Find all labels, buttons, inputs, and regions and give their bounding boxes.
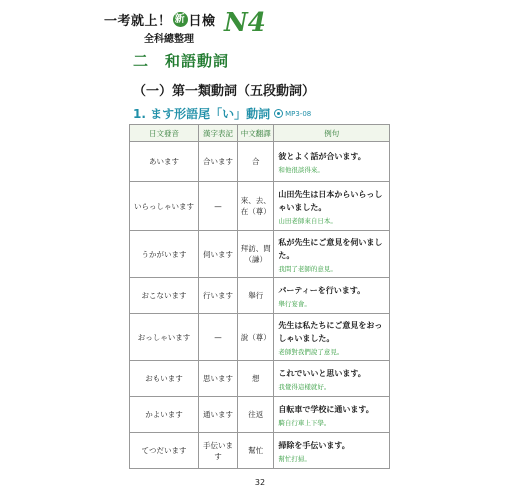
cell-meaning: 往返 — [238, 397, 274, 433]
example-chinese: 山田老師來自日本。 — [278, 216, 337, 225]
example-chinese: 我問了老師的意見。 — [278, 264, 337, 273]
brand-part1: 一考就上！ — [104, 14, 172, 29]
cell-reading: おもいます — [130, 361, 199, 397]
cell-meaning: 幫忙 — [238, 433, 274, 469]
cell-reading: いらっしゃいます — [130, 182, 199, 231]
table-row — [130, 182, 390, 231]
audio-track — [274, 109, 311, 118]
cell-kanji: 手伝います — [198, 433, 237, 469]
table-row — [130, 278, 390, 314]
example-japanese: 私が先生にご意見を伺いました。 — [278, 237, 383, 260]
cell-reading: てつだいます — [130, 433, 199, 469]
cell-meaning: 來、去、在（尊） — [238, 182, 274, 231]
table-row — [130, 433, 390, 469]
cell-meaning: 想 — [238, 361, 274, 397]
cell-example — [274, 231, 390, 278]
page-number: 32 — [254, 478, 266, 487]
cell-kanji: 合います — [198, 142, 237, 182]
example-japanese: 掃除を手伝います。 — [278, 440, 350, 450]
cell-kanji: 思います — [198, 361, 237, 397]
cell-reading: おっしゃいます — [130, 314, 199, 361]
cell-example — [274, 278, 390, 314]
cell-reading: うかがいます — [130, 231, 199, 278]
example-japanese: 彼とよく話が合います。 — [278, 151, 366, 161]
cd-icon — [274, 109, 283, 118]
cell-example — [274, 182, 390, 231]
cell-example — [274, 433, 390, 469]
brand-subtitle: 全科總整理 — [144, 34, 194, 45]
brand-title — [104, 10, 216, 29]
example-chinese: 騎自行車上下學。 — [278, 418, 331, 427]
example-chinese: 老師對我們說了意見。 — [278, 347, 344, 356]
cell-meaning: 合 — [238, 142, 274, 182]
example-chinese: 幫忙打掃。 — [278, 454, 311, 463]
cell-kanji: 伺います — [198, 231, 237, 278]
new-badge: 新 — [173, 12, 188, 27]
cell-kanji: — — [198, 314, 237, 361]
header-example: 例句 — [274, 125, 390, 142]
book-header — [104, 8, 266, 45]
chapter-title: 二 和語動詞 — [133, 52, 230, 70]
table-header-row — [130, 125, 390, 142]
cell-example — [274, 397, 390, 433]
vocab-table — [129, 124, 390, 469]
header-meaning: 中文翻譯 — [238, 125, 274, 142]
brand-level: N4 — [224, 8, 266, 38]
example-chinese: 舉行宴會。 — [278, 299, 311, 308]
section-title: （一）第一類動詞（五段動詞） — [133, 84, 316, 99]
sub-title-text: 1. ます形語尾「い」動詞 — [133, 107, 271, 121]
cell-kanji: 通います — [198, 397, 237, 433]
example-chinese: 和他很談得來。 — [278, 165, 324, 174]
cell-meaning: 拜訪、問（謙） — [238, 231, 274, 278]
cell-reading: あいます — [130, 142, 199, 182]
table-row — [130, 314, 390, 361]
audio-track-label: MP3-08 — [285, 109, 312, 118]
example-japanese: これでいいと思います。 — [278, 368, 366, 378]
cell-meaning: 舉行 — [238, 278, 274, 314]
example-japanese: 自転車で学校に通います。 — [278, 404, 374, 414]
example-chinese: 我覺得這樣就好。 — [278, 382, 331, 391]
table-row — [130, 142, 390, 182]
cell-meaning: 說（尊） — [238, 314, 274, 361]
table-row — [130, 361, 390, 397]
brand-part2: 日檢 — [188, 14, 216, 29]
table-row — [130, 397, 390, 433]
cell-example — [274, 142, 390, 182]
example-japanese: パーティーを行います。 — [278, 285, 366, 295]
table-row — [130, 231, 390, 278]
header-reading: 日文發音 — [130, 125, 199, 142]
sub-title — [133, 105, 311, 122]
cell-reading: おこないます — [130, 278, 199, 314]
example-japanese: 先生は私たちにご意見をおっしゃいました。 — [278, 320, 383, 343]
example-japanese: 山田先生は日本からいらっしゃいました。 — [278, 189, 383, 212]
cell-reading: かよいます — [130, 397, 199, 433]
cell-example — [274, 361, 390, 397]
cell-kanji: 行います — [198, 278, 237, 314]
cell-kanji: — — [198, 182, 237, 231]
header-kanji: 漢字表記 — [198, 125, 237, 142]
cell-example — [274, 314, 390, 361]
